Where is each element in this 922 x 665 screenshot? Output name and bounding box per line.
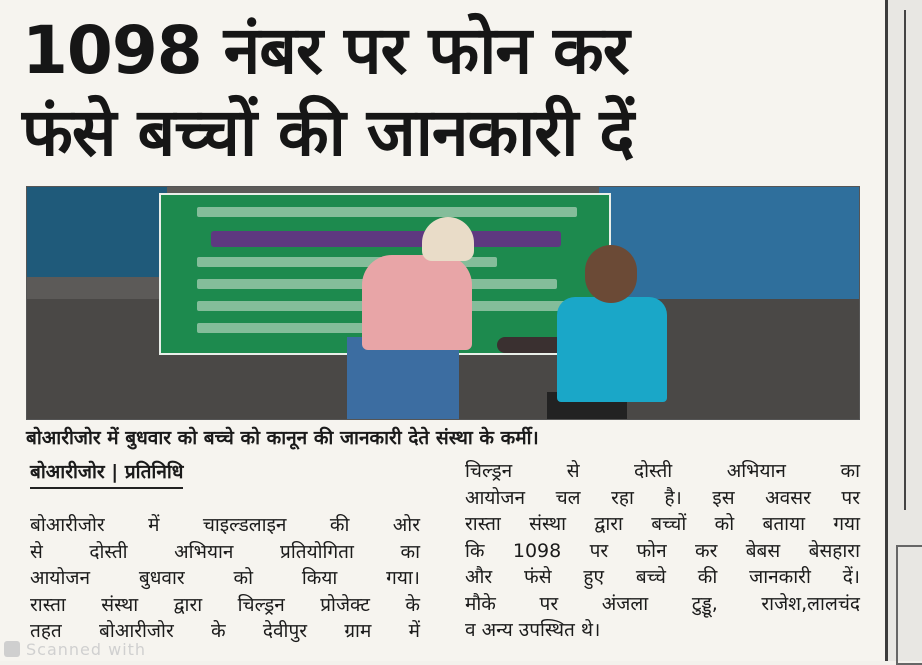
headline-line-1: 1098 नंबर पर फोन कर bbox=[22, 12, 629, 89]
column-1-line: से दोस्ती अभियान प्रतियोगिता का bbox=[30, 540, 420, 563]
article-column-2 bbox=[465, 458, 860, 644]
column-1-line: आयोजन बुधवार को किया गया। bbox=[30, 567, 420, 589]
photo-caption: बोआरीजोर में बुधवार को बच्चे को कानून की जानकारी देते संस्था के कर्मी। bbox=[26, 427, 539, 449]
article-column-1 bbox=[30, 512, 420, 645]
column-2-line: रास्ता संस्था द्वारा बच्चों को बताया गया bbox=[465, 513, 860, 535]
news-photo bbox=[26, 186, 860, 420]
column-1-line: बोआरीजोर में चाइल्डलाइन की ओर bbox=[30, 514, 420, 536]
dateline: बोआरीजोर | प्रतिनिधि bbox=[30, 458, 183, 489]
adjacent-column-rule bbox=[904, 10, 920, 510]
column-1-line: तहत बोआरीजोर के देवीपुर ग्राम में bbox=[30, 620, 420, 642]
column-2-line: व अन्य उपस्थित थे। bbox=[465, 619, 601, 641]
column-2-line: मौके पर अंजला टुड्डू, राजेश,लालचंद bbox=[465, 592, 860, 615]
photo-boy-shirt bbox=[557, 297, 667, 402]
photo-boy-head bbox=[585, 245, 637, 303]
watermark-text: Scanned with bbox=[26, 640, 147, 659]
scanner-watermark bbox=[4, 640, 146, 659]
column-1-line: रास्ता संस्था द्वारा चिल्ड्रन प्रोजेक्ट के bbox=[30, 593, 420, 616]
photo-wall-left bbox=[27, 187, 167, 277]
adjacent-box-edge bbox=[896, 545, 922, 665]
photo-man-shirt bbox=[362, 255, 472, 350]
adjacent-page-edge bbox=[888, 0, 922, 661]
column-2-line: कि 1098 पर फोन कर बेबस बेसहारा bbox=[465, 539, 860, 562]
photo-man-head bbox=[422, 217, 474, 261]
column-2-line: और फंसे हुए बच्चे की जानकारी दें। bbox=[465, 566, 860, 588]
column-2-line: चिल्ड्रन से दोस्ती अभियान का bbox=[465, 460, 860, 482]
column-2-line: आयोजन चल रहा है। इस अवसर पर bbox=[465, 486, 860, 509]
headline-line-2: फंसे बच्चों की जानकारी दें bbox=[22, 94, 634, 171]
scanner-logo-icon bbox=[4, 641, 20, 657]
